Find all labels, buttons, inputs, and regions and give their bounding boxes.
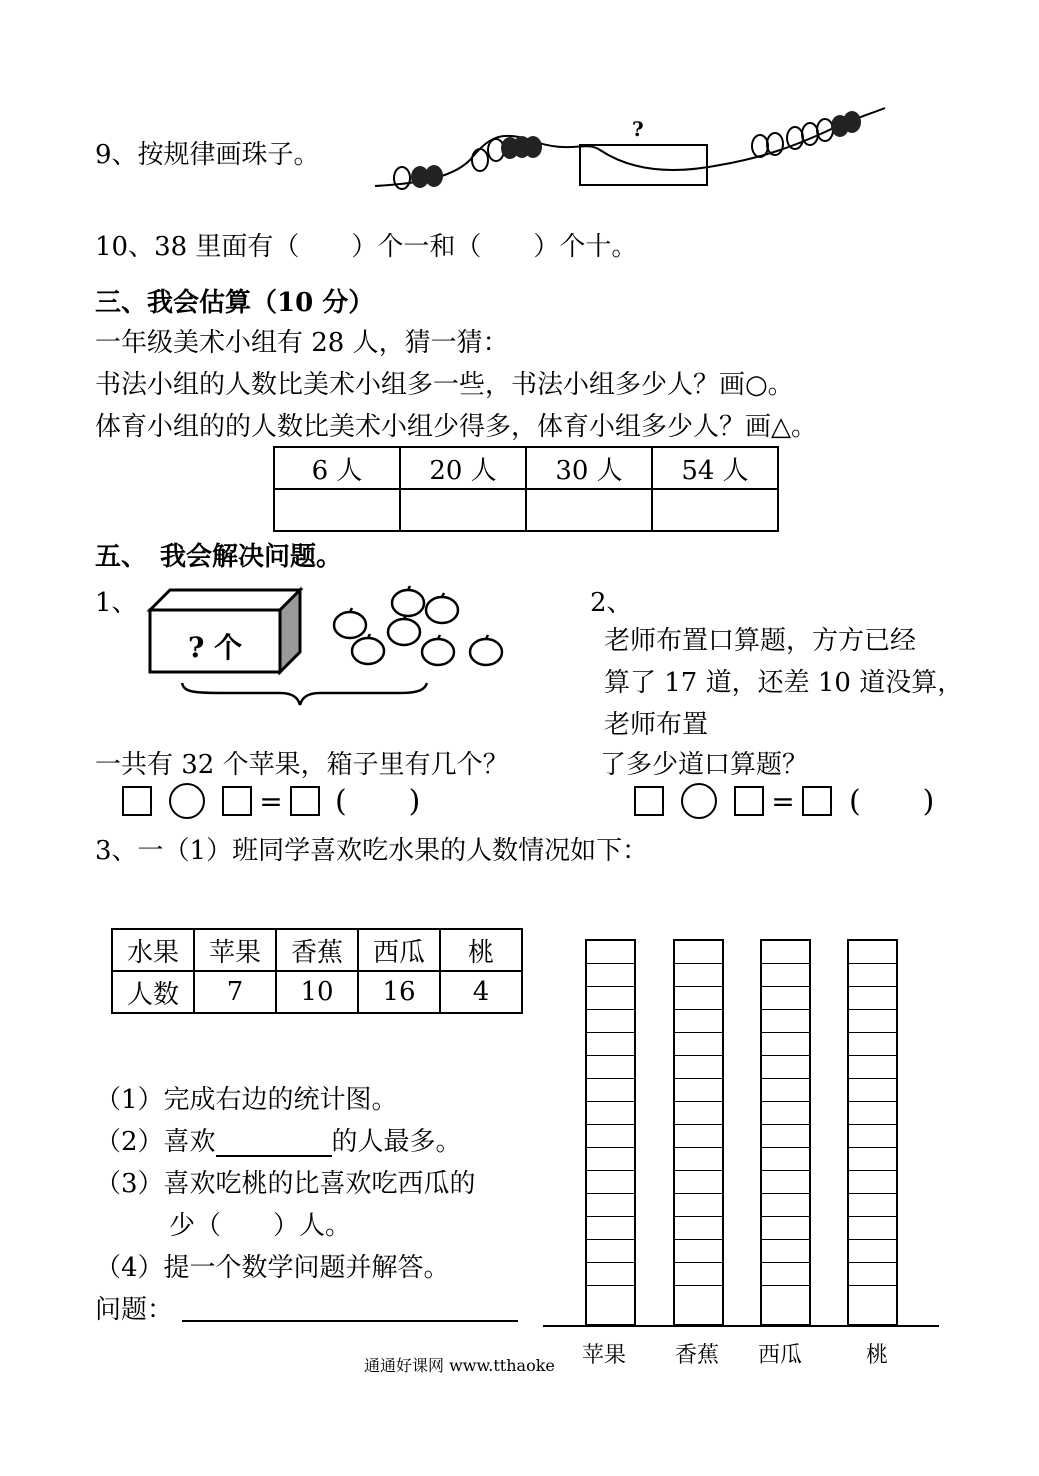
section3-line3: 体育小组的的人数比美术小组少得多，体育小组多少人？画△。 xyxy=(95,412,817,442)
chart-grid-cell[interactable] xyxy=(675,964,722,987)
chart-grid-cell[interactable] xyxy=(849,1194,896,1217)
chart-label: 桃 xyxy=(866,1343,889,1368)
chart-grid-cell[interactable] xyxy=(587,1286,634,1309)
problem1-equation: = ( ) xyxy=(122,783,420,819)
estimate-answer-cell[interactable] xyxy=(274,489,400,531)
q10-text: 10、38 里面有（ ）个一和（ ）个十。 xyxy=(95,232,638,262)
chart-grid-cell[interactable] xyxy=(675,1010,722,1033)
chart-grid-cell[interactable] xyxy=(675,987,722,1010)
problem3-intro: 3、一（1）班同学喜欢吃水果的人数情况如下： xyxy=(95,836,649,866)
q9-text: 9、按规律画珠子。 xyxy=(95,140,320,170)
estimate-table xyxy=(273,446,779,532)
chart-grid-cell[interactable] xyxy=(849,941,896,964)
chart-grid-cell[interactable] xyxy=(849,964,896,987)
chart-grid-cell[interactable] xyxy=(849,1125,896,1148)
section3-line2: 书法小组的人数比美术小组多一些，书法小组多少人？画○。 xyxy=(95,370,794,400)
table-cell: 7 xyxy=(194,971,276,1013)
fruit-table xyxy=(111,928,523,1014)
chart-grid-cell[interactable] xyxy=(675,1056,722,1079)
chart-grid-cell[interactable] xyxy=(675,1194,722,1217)
section3-line1: 一年级美术小组有 28 人，猜一猜： xyxy=(95,328,509,358)
operator-circle[interactable] xyxy=(681,783,717,819)
chart-grid-cell[interactable] xyxy=(675,1125,722,1148)
subquestion-3b: 少（ ）人。 xyxy=(169,1211,352,1241)
bead-box-label: ? xyxy=(632,117,644,141)
chart-grid-cell[interactable] xyxy=(762,1056,809,1079)
table-header: 水果 xyxy=(112,929,194,971)
chart-grid-cell[interactable] xyxy=(849,1148,896,1171)
chart-grid-cell[interactable] xyxy=(587,1194,634,1217)
problem2-line: 了多少道口算题？ xyxy=(600,750,809,780)
section5-title: 五、 我会解决问题。 xyxy=(95,542,343,572)
problem2-line: 老师布置 xyxy=(604,710,709,740)
chart-grid-cell[interactable] xyxy=(762,1286,809,1309)
chart-grid-cell[interactable] xyxy=(849,987,896,1010)
chart-column-peach[interactable] xyxy=(847,939,898,1326)
chart-column-watermelon[interactable] xyxy=(760,939,811,1326)
estimate-answer-cell[interactable] xyxy=(652,489,778,531)
chart-label: 香蕉 xyxy=(675,1343,720,1368)
answer-box[interactable] xyxy=(634,786,664,816)
problem2-line: 算了 17 道，还差 10 道没算， xyxy=(604,668,964,698)
chart-grid-cell[interactable] xyxy=(762,1240,809,1263)
chart-grid-cell[interactable] xyxy=(762,1010,809,1033)
answer-box[interactable] xyxy=(290,786,320,816)
answer-box[interactable] xyxy=(802,786,832,816)
table-header: 苹果 xyxy=(194,929,276,971)
chart-grid-cell[interactable] xyxy=(762,1125,809,1148)
chart-grid-cell[interactable] xyxy=(762,1194,809,1217)
chart-grid-cell[interactable] xyxy=(587,1217,634,1240)
chart-grid-cell[interactable] xyxy=(849,1171,896,1194)
question-answer-line[interactable] xyxy=(182,1320,518,1322)
chart-grid-cell[interactable] xyxy=(675,1240,722,1263)
chart-grid-cell[interactable] xyxy=(762,1102,809,1125)
table-header: 桃 xyxy=(440,929,522,971)
subquestion-3a: （3）喜欢吃桃的比喜欢吃西瓜的 xyxy=(95,1169,476,1199)
chart-grid-cell[interactable] xyxy=(675,1102,722,1125)
chart-grid-cell[interactable] xyxy=(587,1125,634,1148)
estimate-option: 20 人 xyxy=(400,447,526,489)
table-cell: 4 xyxy=(440,971,522,1013)
chart-grid-cell[interactable] xyxy=(587,1240,634,1263)
chart-grid-cell[interactable] xyxy=(762,1033,809,1056)
estimate-option: 54 人 xyxy=(652,447,778,489)
chart-column-banana[interactable] xyxy=(673,939,724,1326)
subquestion-1: （1）完成右边的统计图。 xyxy=(95,1085,398,1115)
chart-column-apple[interactable] xyxy=(585,939,636,1326)
chart-grid-cell[interactable] xyxy=(762,941,809,964)
section3-title: 三、我会估算（10 分） xyxy=(95,288,375,318)
answer-box[interactable] xyxy=(222,786,252,816)
chart-grid-cell[interactable] xyxy=(675,1171,722,1194)
chart-grid-cell[interactable] xyxy=(849,1010,896,1033)
chart-label: 西瓜 xyxy=(758,1343,803,1368)
chart-grid-cell[interactable] xyxy=(762,1079,809,1102)
chart-grid-cell[interactable] xyxy=(849,1079,896,1102)
chart-grid-cell[interactable] xyxy=(762,1217,809,1240)
problem1-number: 1、 xyxy=(95,588,138,618)
footer-watermark: 通通好课网 www.tthaoke xyxy=(364,1356,555,1375)
chart-grid-cell[interactable] xyxy=(762,964,809,987)
chart-grid-cell[interactable] xyxy=(849,1240,896,1263)
chart-grid-cell[interactable] xyxy=(675,1079,722,1102)
bead-pattern-figure xyxy=(370,100,890,200)
apples-box-figure xyxy=(140,585,520,715)
chart-label: 苹果 xyxy=(582,1343,627,1368)
table-cell: 16 xyxy=(358,971,440,1013)
chart-grid-cell[interactable] xyxy=(849,1217,896,1240)
estimate-answer-cell[interactable] xyxy=(400,489,526,531)
chart-grid-cell[interactable] xyxy=(849,1102,896,1125)
estimate-option: 6 人 xyxy=(274,447,400,489)
chart-grid-cell[interactable] xyxy=(762,987,809,1010)
subquestion-4: （4）提一个数学问题并解答。 xyxy=(95,1253,450,1283)
chart-grid-cell[interactable] xyxy=(587,1148,634,1171)
chart-grid-cell[interactable] xyxy=(675,1286,722,1309)
chart-grid-cell[interactable] xyxy=(762,1171,809,1194)
chart-grid-cell[interactable] xyxy=(762,1148,809,1171)
chart-grid-cell[interactable] xyxy=(849,1033,896,1056)
chart-grid-cell[interactable] xyxy=(675,1033,722,1056)
chart-grid-cell[interactable] xyxy=(587,941,634,964)
question-label: 问题： xyxy=(95,1295,174,1325)
chart-grid-cell[interactable] xyxy=(675,1263,722,1286)
answer-box[interactable] xyxy=(122,786,152,816)
chart-grid-cell[interactable] xyxy=(849,1263,896,1286)
operator-circle[interactable] xyxy=(169,783,205,819)
box-label: ? 个 xyxy=(188,631,243,664)
chart-grid-cell[interactable] xyxy=(675,941,722,964)
answer-blank[interactable] xyxy=(216,1129,332,1157)
chart-grid-cell[interactable] xyxy=(675,1217,722,1240)
table-header: 西瓜 xyxy=(358,929,440,971)
problem2-line: 老师布置口算题，方方已经 xyxy=(604,626,917,656)
problem2-equation: = ( ) xyxy=(634,783,934,819)
chart-grid-cell[interactable] xyxy=(587,1171,634,1194)
chart-grid-cell[interactable] xyxy=(587,1079,634,1102)
chart-grid-cell[interactable] xyxy=(849,1286,896,1309)
chart-grid-cell[interactable] xyxy=(587,1263,634,1286)
estimate-answer-cell[interactable] xyxy=(526,489,652,531)
problem2-number: 2、 xyxy=(590,588,633,618)
chart-grid-cell[interactable] xyxy=(587,1102,634,1125)
chart-grid-cell[interactable] xyxy=(587,1033,634,1056)
chart-grid-cell[interactable] xyxy=(762,1263,809,1286)
table-header: 香蕉 xyxy=(276,929,358,971)
answer-box[interactable] xyxy=(734,786,764,816)
problem1-question: 一共有 32 个苹果，箱子里有几个？ xyxy=(95,750,509,780)
table-cell: 10 xyxy=(276,971,358,1013)
chart-grid-cell[interactable] xyxy=(587,1056,634,1079)
chart-grid-cell[interactable] xyxy=(675,1148,722,1171)
subquestion-2: （2）喜欢 的人最多。 xyxy=(95,1127,462,1157)
estimate-option: 30 人 xyxy=(526,447,652,489)
chart-grid-cell[interactable] xyxy=(587,964,634,987)
table-row-label: 人数 xyxy=(112,971,194,1013)
chart-grid-cell[interactable] xyxy=(587,987,634,1010)
chart-grid-cell[interactable] xyxy=(849,1056,896,1079)
chart-grid-cell[interactable] xyxy=(587,1010,634,1033)
